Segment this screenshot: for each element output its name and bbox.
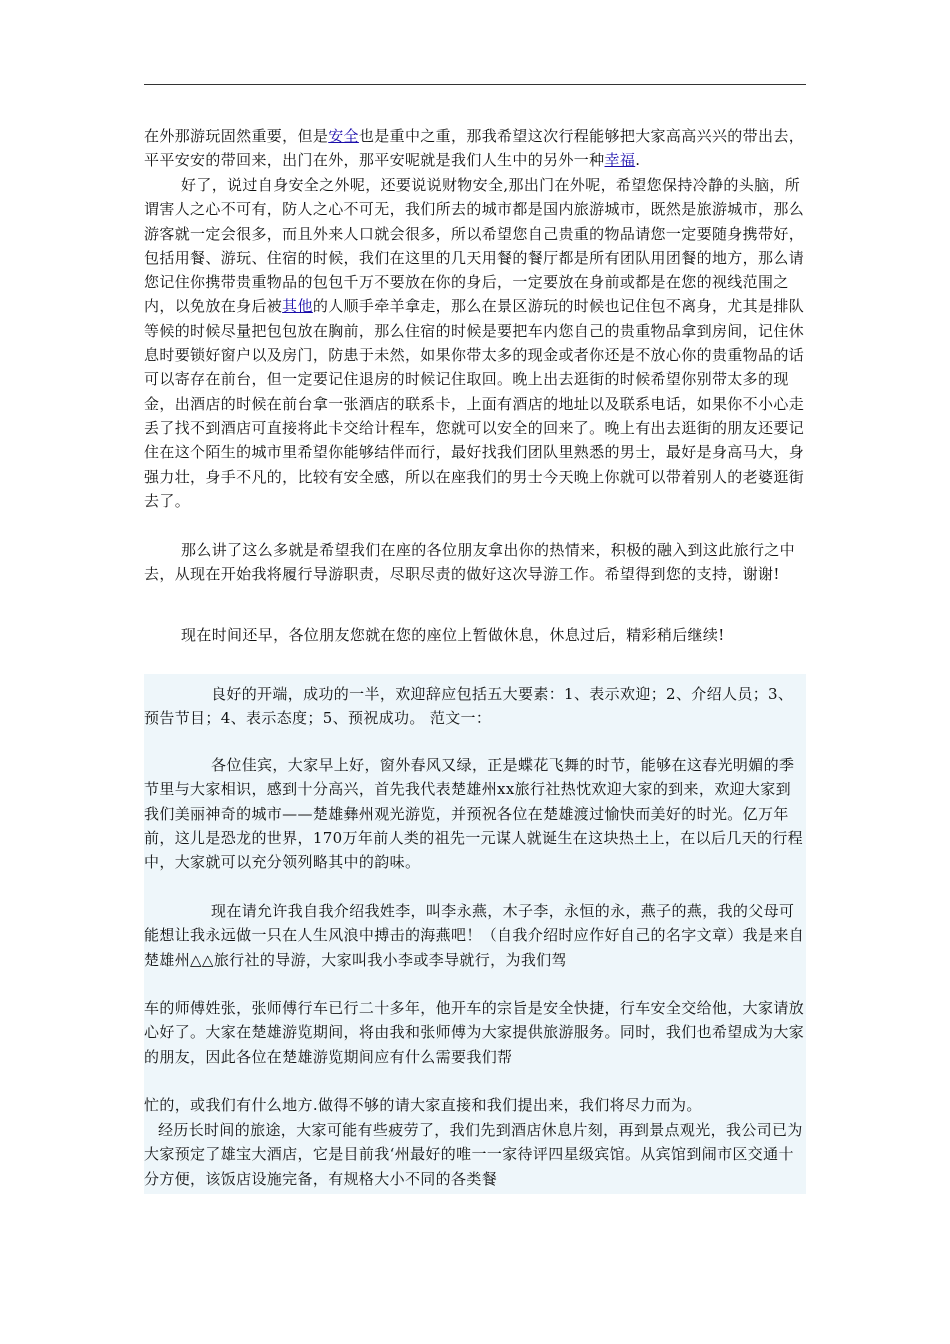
paragraph-text: 经历长时间的旅途，大家可能有些疲劳了，我们先到酒店休息片刻，再到景点观光，我公司已为大家预定了雄宝大酒店，它是目前我‘州最好的唯一一家待评四星级宾馆。从宾馆到闹市区交通十分方便，该饭店设施完备，有规格大小不同的各类餐 xyxy=(144,1121,803,1188)
paragraph-self-intro xyxy=(144,899,806,972)
paragraph-text: 在外那游玩固然重要，但是 xyxy=(144,127,329,145)
paragraph-rest xyxy=(144,623,806,647)
link-safety[interactable]: 安全 xyxy=(328,127,359,145)
paragraph-safety xyxy=(144,124,806,173)
paragraph-text: 好了，说过自身安全之外呢，还要说说财物安全,那出门在外呢，希望您保持冷静的头脑，所谓害人之心不可有，防人之心不可无，我们所去的城市都是国内旅游城市，既然是旅游城市，那么游客就一定会很多，而且外来人口就会很多，所以希望您自己贵重的物品请您一定要随身携带好，包括用餐、游玩、住宿的时候，我们在这里的几天用餐的餐厅都是所有团队用团餐的地方，那么请您记住你携带贵重物品的包包千万不要放在你的身后，一定要放在身前或都是在您的视线范围之内，以免放在身后被 xyxy=(144,176,805,316)
paragraph-hotel xyxy=(144,1118,806,1191)
paragraph-welcome-elements xyxy=(144,682,806,731)
paragraph-driver-intro xyxy=(144,996,806,1069)
paragraph-property-safety xyxy=(144,173,806,513)
paragraph-closing xyxy=(144,538,806,587)
paragraph-text: 良好的开端，成功的一半，欢迎辞应包括五大要素：1、表示欢迎；2、介绍人员；3、预告节目；4、表示态度；5、预祝成功。 范文一： xyxy=(144,685,794,728)
paragraph-text: 也是重中之重，那我希望这次行程能够把大家高高兴兴的带出去，平平安安的带回来，出门在外，那平安呢就是我们人生中的另外一种 xyxy=(144,127,805,170)
header-rule xyxy=(144,84,806,85)
link-other[interactable]: 其他 xyxy=(282,297,313,316)
paragraph-text: 现在时间还早，各位朋友您就在您的座位上暂做休息，休息过后，精彩稍后继续! xyxy=(181,626,725,644)
paragraph-text: 车的师傅姓张，张师傅行车已行二十多年，他开车的宗旨是安全快捷，行车安全交给他，大家请放心好了。大家在楚雄游览期间，将由我和张师傅为大家提供旅游服务。同时，我们也希望成为大家的朋友，因此各位在楚雄游览期间应有什么需要我们帮 xyxy=(144,999,805,1066)
paragraph-text: 各位佳宾，大家早上好，窗外春风又绿，正是蝶花飞舞的时节，能够在这春光明媚的季节里与大家相识，感到十分高兴，首先我代表楚雄州xx旅行社热忱欢迎大家的到来，欢迎大家到我们美丽神奇的城市——楚雄彝州观光游览，并预祝各位在楚雄渡过愉快而美好的时光。亿万年前，这儿是恐龙的世界，170万年前人类的祖先一元谋人就诞生在这块热土上，在以后几天的行程中，大家就可以充分领列略其中的韵味。 xyxy=(144,756,804,872)
paragraph-sample-welcome xyxy=(144,753,806,874)
paragraph-text: . xyxy=(635,151,641,170)
paragraph-text: 忙的，或我们有什么地方.做得不够的请大家直接和我们提出来，我们将尽力而为。 xyxy=(144,1096,702,1114)
paragraph-text: 现在请允许我自我介绍我姓李，叫李永燕，木子李，永恒的永，燕子的燕，我的父母可能想让我永远做一只在人生风浪中搏击的海燕吧！（自我介绍时应作好自己的名字文章）我是来自楚雄州△△旅行社的导游，大家叫我小李或李导就行，为我们驾 xyxy=(144,902,805,969)
paragraph-text: 那么讲了这么多就是希望我们在座的各位朋友拿出你的热情来，积极的融入到这此旅行之中去，从现在开始我将履行导游职责，尽职尽责的做好这次导游工作。希望得到您的支持，谢谢! xyxy=(144,541,796,584)
link-happiness[interactable]: 幸福 xyxy=(604,151,636,170)
paragraph-feedback xyxy=(144,1093,806,1117)
paragraph-text: 的人顺手牵羊拿走，那么在景区游玩的时候也记住包不离身，尤其是排队等候的时候尽量把包包放在胸前，那么住宿的时候是要把车内您自己的贵重物品拿到房间，记住休息时要锁好窗户以及房门，防患于未然，如果你带太多的现金或者你还是不放心你的贵重物品的话可以寄存在前台，但一定要记住退房的时候记住取回。晚上出去逛街的时候希望你别带太多的现金，出酒店的时候在前台拿一张酒店的联系卡，上面有酒店的地址以及联系电话，如果你不小心走丢了找不到酒店可直接将此卡交给计程车，您就可以安全的回来了。晚上有出去逛街的朋友还要记住在这个陌生的城市里希望你能够结伴而行，最好找我们团队里熟悉的男士，最好是身高马大，身强力壮，身手不凡的，比较有安全感，所以在座我们的男士今天晚上你就可以带着别人的老婆逛街去了。 xyxy=(144,297,805,510)
